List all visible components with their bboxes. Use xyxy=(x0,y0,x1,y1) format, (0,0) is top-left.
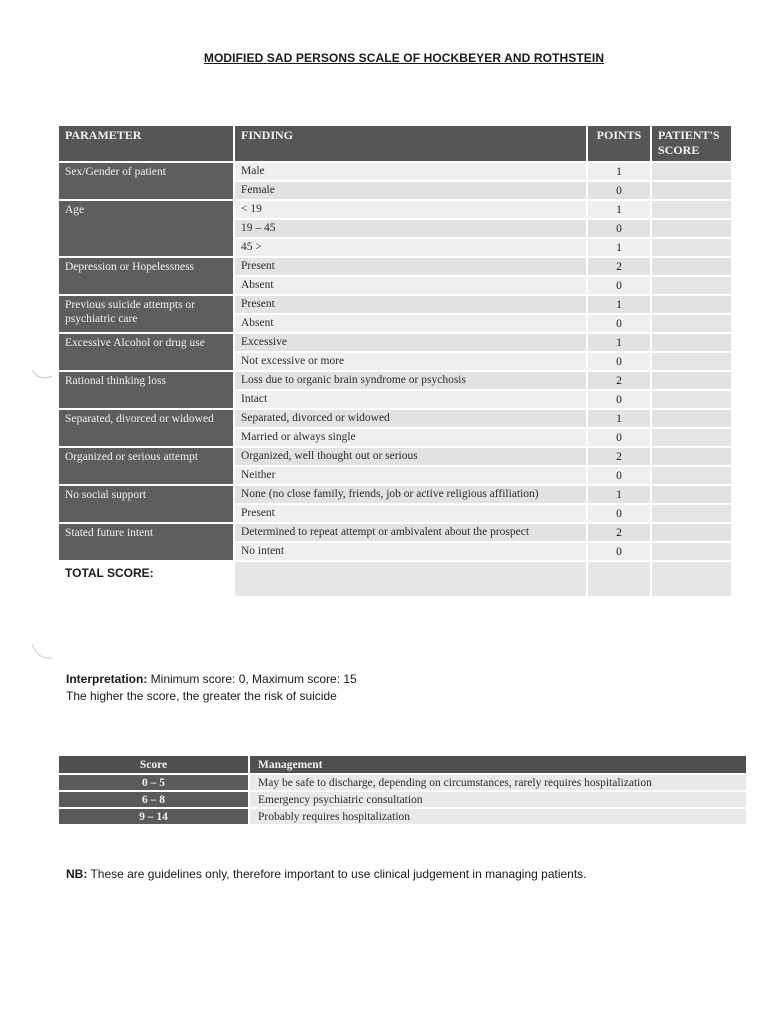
management-cell: Probably requires hospitalization xyxy=(250,809,746,824)
patient-score-cell xyxy=(652,315,731,332)
table-header-row xyxy=(59,126,731,161)
finding-cell: Loss due to organic brain syndrome or psychosis xyxy=(235,372,586,389)
total-row xyxy=(59,562,731,596)
finding-cell: Female xyxy=(235,182,586,199)
points-cell: 1 xyxy=(588,296,650,313)
parameter-cell: Stated future intent xyxy=(59,524,233,560)
finding-cell: 45 > xyxy=(235,239,586,256)
points-cell: 1 xyxy=(588,334,650,351)
table-row xyxy=(59,524,731,541)
table-row xyxy=(59,201,731,218)
total-score-cell xyxy=(652,562,731,596)
patient-score-cell xyxy=(652,524,731,541)
table-row xyxy=(59,448,731,465)
finding-cell: Neither xyxy=(235,467,586,484)
points-cell: 0 xyxy=(588,543,650,560)
total-finding-cell xyxy=(235,562,586,596)
management-row xyxy=(59,809,746,824)
finding-cell: Married or always single xyxy=(235,429,586,446)
points-cell: 2 xyxy=(588,372,650,389)
parameter-cell: Depression or Hopelessness xyxy=(59,258,233,294)
finding-cell: Determined to repeat attempt or ambivalent about the prospect xyxy=(235,524,586,541)
sad-persons-body xyxy=(59,163,731,596)
parameter-cell: Separated, divorced or widowed xyxy=(59,410,233,446)
table-row xyxy=(59,334,731,351)
management-row xyxy=(59,775,746,790)
finding-cell: Present xyxy=(235,296,586,313)
finding-cell: Present xyxy=(235,505,586,522)
header-finding: FINDING xyxy=(235,126,586,161)
points-cell: 0 xyxy=(588,353,650,370)
patient-score-cell xyxy=(652,505,731,522)
table-row xyxy=(59,296,731,313)
management-cell: May be safe to discharge, depending on circumstances, rarely requires hospitalization xyxy=(250,775,746,790)
patient-score-cell xyxy=(652,277,731,294)
points-cell: 0 xyxy=(588,277,650,294)
points-cell: 1 xyxy=(588,410,650,427)
parameter-cell: Age xyxy=(59,201,233,256)
parameter-cell: Sex/Gender of patient xyxy=(59,163,233,199)
patient-score-cell xyxy=(652,258,731,275)
total-points-cell xyxy=(588,562,650,596)
sad-persons-table xyxy=(57,124,733,598)
points-cell: 0 xyxy=(588,391,650,408)
finding-cell: Separated, divorced or widowed xyxy=(235,410,586,427)
patient-score-cell xyxy=(652,163,731,180)
parameter-cell: Rational thinking loss xyxy=(59,372,233,408)
management-row xyxy=(59,792,746,807)
interpretation-line2: The higher the score, the greater the risk of suicide xyxy=(66,689,337,703)
points-cell: 0 xyxy=(588,429,650,446)
finding-cell: Male xyxy=(235,163,586,180)
finding-cell: Not excessive or more xyxy=(235,353,586,370)
header-points: POINTS xyxy=(588,126,650,161)
finding-cell: Organized, well thought out or serious xyxy=(235,448,586,465)
table-row xyxy=(59,258,731,275)
finding-cell: Present xyxy=(235,258,586,275)
patient-score-cell xyxy=(652,334,731,351)
management-body xyxy=(59,775,746,824)
table-row xyxy=(59,410,731,427)
points-cell: 0 xyxy=(588,182,650,199)
points-cell: 0 xyxy=(588,505,650,522)
patient-score-cell xyxy=(652,486,731,503)
points-cell: 2 xyxy=(588,524,650,541)
patient-score-cell xyxy=(652,201,731,218)
page-title: MODIFIED SAD PERSONS SCALE OF HOCKBEYER AND ROTHSTEIN xyxy=(203,51,605,65)
points-cell: 1 xyxy=(588,201,650,218)
table-row xyxy=(59,372,731,389)
points-cell: 1 xyxy=(588,163,650,180)
patient-score-cell xyxy=(652,296,731,313)
finding-cell: 19 – 45 xyxy=(235,220,586,237)
patient-score-cell xyxy=(652,467,731,484)
finding-cell: No intent xyxy=(235,543,586,560)
scan-arc-mark xyxy=(30,366,54,382)
patient-score-cell xyxy=(652,410,731,427)
table-row xyxy=(59,163,731,180)
patient-score-cell xyxy=(652,353,731,370)
points-cell: 0 xyxy=(588,220,650,237)
header-patient-score: PATIENT'S SCORE xyxy=(652,126,731,161)
points-cell: 1 xyxy=(588,239,650,256)
patient-score-cell xyxy=(652,182,731,199)
header-parameter: PARAMETER xyxy=(59,126,233,161)
interpretation-label: Interpretation: xyxy=(66,672,148,686)
score-range-cell: 0 – 5 xyxy=(59,775,248,790)
parameter-cell: Excessive Alcohol or drug use xyxy=(59,334,233,370)
management-cell: Emergency psychiatric consultation xyxy=(250,792,746,807)
table-row xyxy=(59,486,731,503)
nb-label: NB: xyxy=(66,867,88,881)
score-range-cell: 6 – 8 xyxy=(59,792,248,807)
finding-cell: Intact xyxy=(235,391,586,408)
scan-arc-mark-2 xyxy=(30,640,54,662)
interpretation-block xyxy=(66,671,357,705)
header-score: Score xyxy=(59,756,248,773)
patient-score-cell xyxy=(652,220,731,237)
total-score-label: TOTAL SCORE: xyxy=(59,562,233,596)
patient-score-cell xyxy=(652,429,731,446)
points-cell: 0 xyxy=(588,467,650,484)
patient-score-cell xyxy=(652,372,731,389)
patient-score-cell xyxy=(652,239,731,256)
patient-score-cell xyxy=(652,448,731,465)
patient-score-cell xyxy=(652,391,731,408)
score-range-cell: 9 – 14 xyxy=(59,809,248,824)
points-cell: 0 xyxy=(588,315,650,332)
management-table xyxy=(57,754,748,826)
finding-cell: Absent xyxy=(235,277,586,294)
points-cell: 1 xyxy=(588,486,650,503)
nb-text: These are guidelines only, therefore important to use clinical judgement in managing patients. xyxy=(87,867,587,881)
parameter-cell: Organized or serious attempt xyxy=(59,448,233,484)
finding-cell: None (no close family, friends, job or active religious affiliation) xyxy=(235,486,586,503)
patient-score-cell xyxy=(652,543,731,560)
management-header-row xyxy=(59,756,746,773)
points-cell: 2 xyxy=(588,258,650,275)
parameter-cell: No social support xyxy=(59,486,233,522)
header-management: Management xyxy=(250,756,746,773)
points-cell: 2 xyxy=(588,448,650,465)
finding-cell: < 19 xyxy=(235,201,586,218)
parameter-cell: Previous suicide attempts or psychiatric care xyxy=(59,296,233,332)
nb-note xyxy=(66,867,587,881)
finding-cell: Absent xyxy=(235,315,586,332)
finding-cell: Excessive xyxy=(235,334,586,351)
interpretation-text: Minimum score: 0, Maximum score: 15 xyxy=(147,672,357,686)
